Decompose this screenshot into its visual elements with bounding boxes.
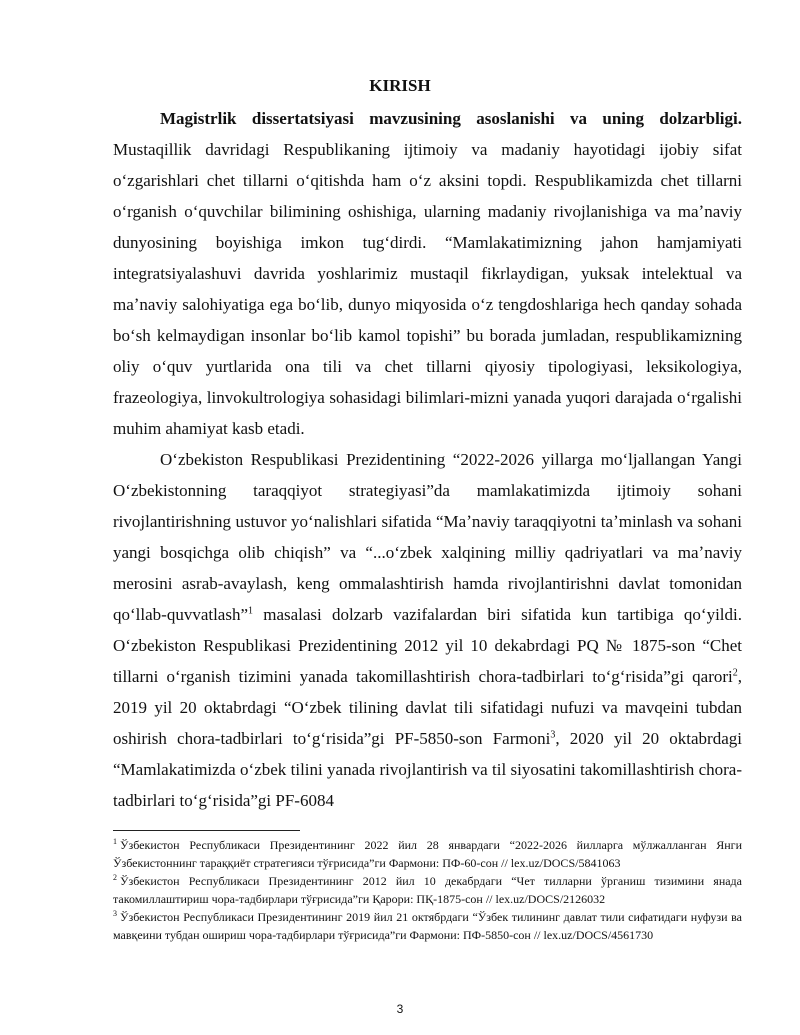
paragraph-1 [113, 103, 742, 444]
paragraph-2-part-2: masalasi dolzarb vazifalardan biri sifatida kun tartibiga qoʻyildi. Oʻzbekiston Respublikasi Prezidentining 2012 yil 10 dekabrdagi PQ № 1875-son “Chet tillarni oʻrganish tizimini yanada takomillashtirish chora-tadbirlari toʻgʻrisida”gi qarori [113, 605, 742, 686]
footnote-text: Ўзбекистон Республикаси Президентининг 2012 йил 10 декабрдаги “Чет тилларни ўрганиш тизимини янада такомиллаштириш чора-тадбирлари тўғрисида”ги Қарори: ПҚ-1875-сон // lex.uz/DOCS/2126032 [113, 874, 742, 906]
section-heading: KIRISH [369, 76, 431, 95]
footnote-text: Ўзбекистон Республикаси Президентининг 2019 йил 21 октябрдаги “Ўзбек тилининг давлат тили сифатидаги нуфузи ва мавқеини тубдан ошириш чора-тадбирлари тўғрисида”ги Фармони: ПФ-5850-сон // lex.uz/DOCS/4561730 [113, 910, 742, 942]
lead-phrase: Magistrlik dissertatsiyasi mavzusining asoslanishi va uning dolzarbligi. [160, 109, 742, 128]
paragraph-2-part-1: Oʻzbekiston Respublikasi Prezidentining “2022-2026 yillarga moʻljallangan Yangi Oʻzbekistonning taraqqiyot strategiyasi”da mamlakatimizda ijtimoiy sohani rivojlantirishning ustuvor yoʻnalishlari sifatida “Maʼnaviy taraqqiyotni taʼminlash va sohani yangi bosqichga olib chiqish” va “...oʻzbek xalqining milliy qadriyatlari va maʼnaviy merosini asrab-avaylash, keng ommalashtirish hamda rivojlantirishni davlat tomonidan qoʻllab-quvvatlash” [113, 450, 742, 624]
footnote-number: 2 [113, 873, 117, 882]
footnote-number: 1 [113, 837, 117, 846]
footnote-2 [113, 872, 742, 908]
footnote-ref-3[interactable]: 3 [550, 729, 556, 741]
footnote-text: Ўзбекистон Республикаси Президентининг 2022 йил 28 январдаги “2022-2026 йилларга мўлжалланган Янги Ўзбекистоннинг тараққиёт стратегияси тўғрисида”ги Фармони: ПФ-60-сон // lex.uz/DOCS/5841063 [113, 838, 742, 870]
footnote-number: 3 [113, 909, 117, 918]
paragraph-2 [113, 444, 742, 816]
paragraph-1-text: Mustaqillik davridagi Respublikaning ijtimoiy va madaniy hayotidagi ijobiy sifat oʻzgarishlari chet tillarni oʻqitishda ham oʻz aksini topdi. Respublikamizda chet tillarni oʻrganish oʻquvchilar bilimining oshishiga, ularning madaniy rivojlanishiga va maʼnaviy dunyosining boyishiga imkon tugʻdirdi. “Mamlakatimizning jahon hamjamiyati integratsiyalashuvi davrida yoshlarimiz mustaqil fikrlaydigan, yuksak intelektual va maʼnaviy salohiyatiga ega boʻlib, dunyo miqyosida oʻz tengdoshlariga hech qanday sohada boʻsh kelmaydigan insonlar boʻlib kamol topishi” bu borada jumladan, respublikamizning oliy oʻquv yurtlarida ona tili va chet tillarni qiyosiy tipologiyasi, leksikologiya, frazeologiya, linvokultrologiya sohasidagi bilimlari-mizni yanada yuqori darajada oʻrgalishi muhim ahamiyat kasb etadi. [113, 140, 742, 438]
footnotes [113, 836, 742, 944]
body-text [113, 103, 742, 816]
page-number: 3 [396, 1002, 404, 1016]
footnote-divider [113, 830, 300, 831]
paragraph-2-part-4: , 2020 yil 20 oktabrdagi “Mamlakatimizda oʻzbek tilini yanada rivojlantirish va til siyosatini takomillashtirish chora-tadbirlari toʻgʻrisida”gi PF-6084 [113, 729, 742, 810]
footnote-ref-1[interactable]: 1 [248, 605, 254, 617]
paragraph-2-part-3: , 2019 yil 20 oktabrdagi “Oʻzbek tilining davlat tili sifatidagi nufuzi va mavqeini tubdan oshirish chora-tadbirlari toʻgʻrisida”gi PF-5850-son Farmoni [113, 667, 742, 748]
footnote-3 [113, 908, 742, 944]
footnote-ref-2[interactable]: 2 [732, 667, 738, 679]
footnote-1 [113, 836, 742, 872]
